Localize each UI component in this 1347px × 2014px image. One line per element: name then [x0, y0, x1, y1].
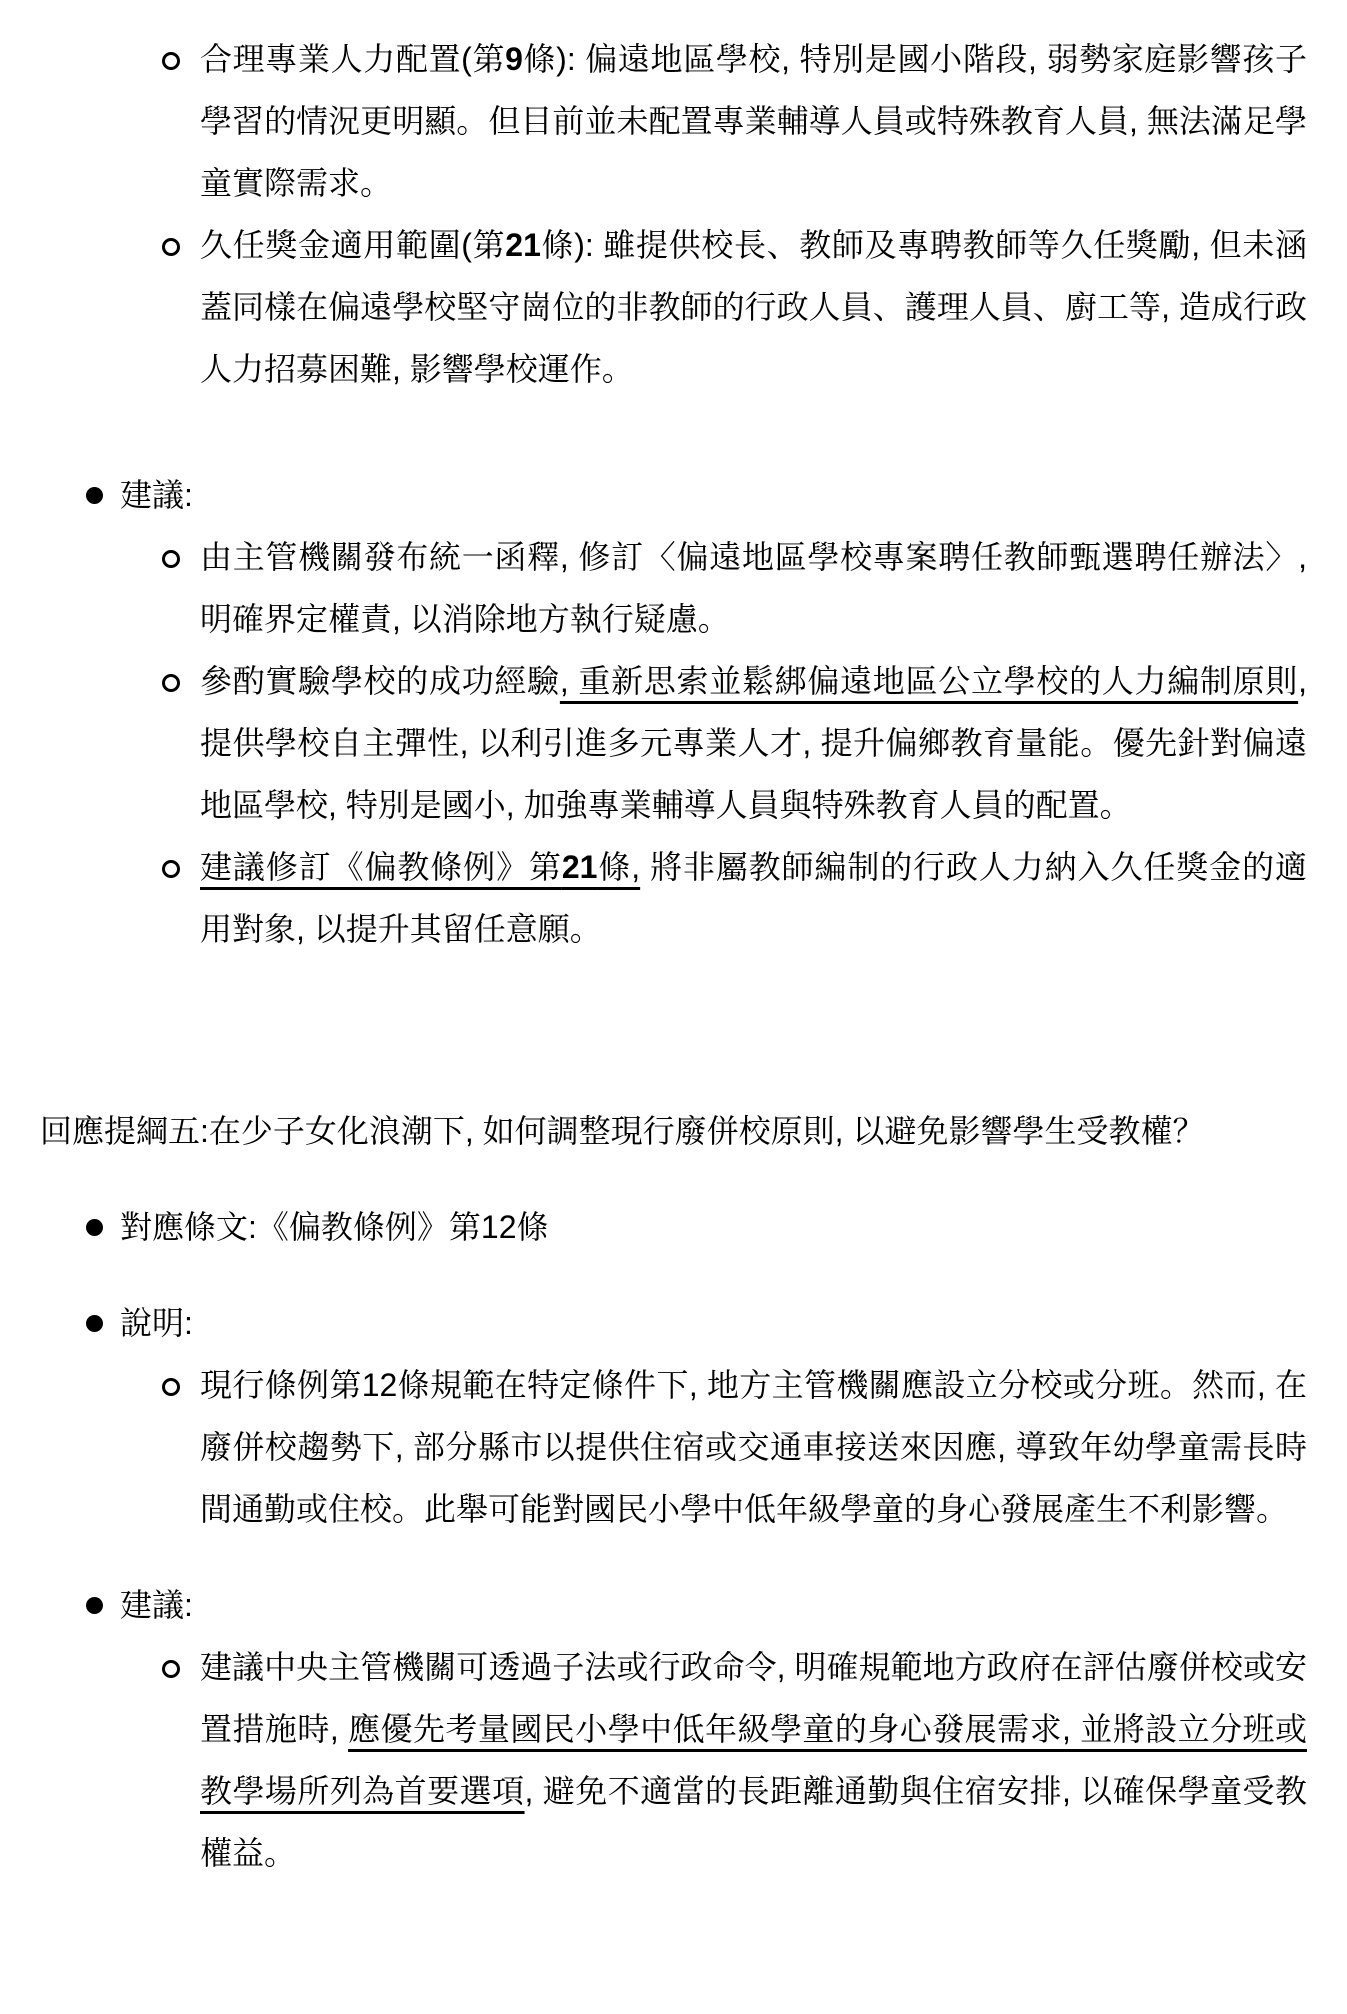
filled-bullet-icon [86, 487, 103, 504]
list-item-level2 [40, 214, 1307, 400]
list-item-level1 [40, 1292, 1307, 1354]
filled-bullet-icon [86, 1315, 103, 1332]
text-segment: , 重新思索並鬆綁偏遠地區公立學校的人力編制原則 [559, 663, 1299, 699]
text-segment: 對應條文:《偏教條例》第12條 [120, 1209, 549, 1245]
text-segment: 久任獎金適用範圍(第 [200, 227, 506, 263]
text-segment: 建議中央主管機關可透過子法或行政命令, 明確規範地方政府在評估廢併校或安置措施時, [200, 1649, 1307, 1747]
paragraph-spacer [40, 960, 1307, 990]
list-item-level2 [40, 650, 1307, 836]
text-segment: , 避免不適當的長距離通勤與住宿安排, 以確保學童受教權益。 [200, 1773, 1307, 1871]
text-segment: , 提供學校自主彈性, 以利引進多元專業人才, 提升偏鄉教育量能。優先針對偏遠地區學校, 特別是國小, 加強專業輔導人員與特殊教育人員的配置。 [200, 663, 1307, 823]
list-item-level2 [40, 28, 1307, 214]
filled-bullet-icon [86, 1219, 103, 1236]
text-segment: 建議: [120, 477, 193, 513]
text-segment: 條): 雖提供校長、教師及專聘教師等久任獎勵, 但未涵蓋同樣在偏遠學校堅守崗位的非教師的行政人員、護理人員、廚工等, 造成行政人力招募困難, 影響學校運作。 [200, 227, 1307, 387]
text-segment: 由主管機關發布統一函釋, 修訂〈偏遠地區學校專案聘任教師甄選聘任辦法〉, 明確界定權責, 以消除地方執行疑慮。 [200, 539, 1307, 637]
list-item-level1 [40, 1574, 1307, 1636]
section-heading [40, 1100, 1307, 1162]
text-segment: 建議修訂《偏教條例》第 [200, 849, 562, 885]
text-segment: 說明: [120, 1305, 193, 1341]
list-item-level1 [40, 1196, 1307, 1258]
list-item-level2 [40, 1354, 1307, 1540]
list-item-level2 [40, 836, 1307, 960]
hollow-bullet-icon [162, 860, 180, 878]
hollow-bullet-icon [162, 52, 180, 70]
list-item-level2 [40, 1636, 1307, 1884]
text-segment: 建議: [120, 1587, 193, 1623]
text-segment: 21 [505, 227, 541, 263]
paragraph-spacer [40, 400, 1307, 430]
list-item-level2 [40, 526, 1307, 650]
text-segment: 現行條例第12條規範在特定條件下, 地方主管機關應設立分校或分班。然而, 在廢併校趨勢下, 部分縣市以提供住宿或交通車接送來因應, 導致年幼學童需長時間通勤或住校。此舉可能對國民小學中低年級學童的身心發展產生不利影響。 [200, 1367, 1307, 1527]
hollow-bullet-icon [162, 674, 180, 692]
text-segment: 應優先考量國民小學中低年級學童的身心發展需求, 並將設立分班或教學場所列為首要選項 [200, 1711, 1307, 1809]
hollow-bullet-icon [162, 550, 180, 568]
text-segment: 將非屬教師編制的行政人力納入久任獎金的適用對象, 以提升其留任意願。 [200, 849, 1307, 947]
text-segment: 參酌實驗學校的成功經驗 [200, 663, 560, 699]
text-segment: 條): 偏遠地區學校, 特別是國小階段, 弱勢家庭影響孩子學習的情況更明顯。但目前並未配置專業輔導人員或特殊教育人員, 無法滿足學童實際需求。 [200, 41, 1307, 201]
text-segment: 條, [597, 849, 641, 885]
hollow-bullet-icon [162, 238, 180, 256]
text-segment: 9 [505, 41, 523, 77]
text-segment: 21 [561, 849, 598, 885]
hollow-bullet-icon [162, 1378, 180, 1396]
hollow-bullet-icon [162, 1660, 180, 1678]
list-item-level1 [40, 464, 1307, 526]
filled-bullet-icon [86, 1597, 103, 1614]
text-segment: 回應提綱五:在少子女化浪潮下, 如何調整現行廢併校原則, 以避免影響學生受教權？ [40, 1113, 1205, 1149]
text-segment: 合理專業人力配置(第 [200, 41, 506, 77]
